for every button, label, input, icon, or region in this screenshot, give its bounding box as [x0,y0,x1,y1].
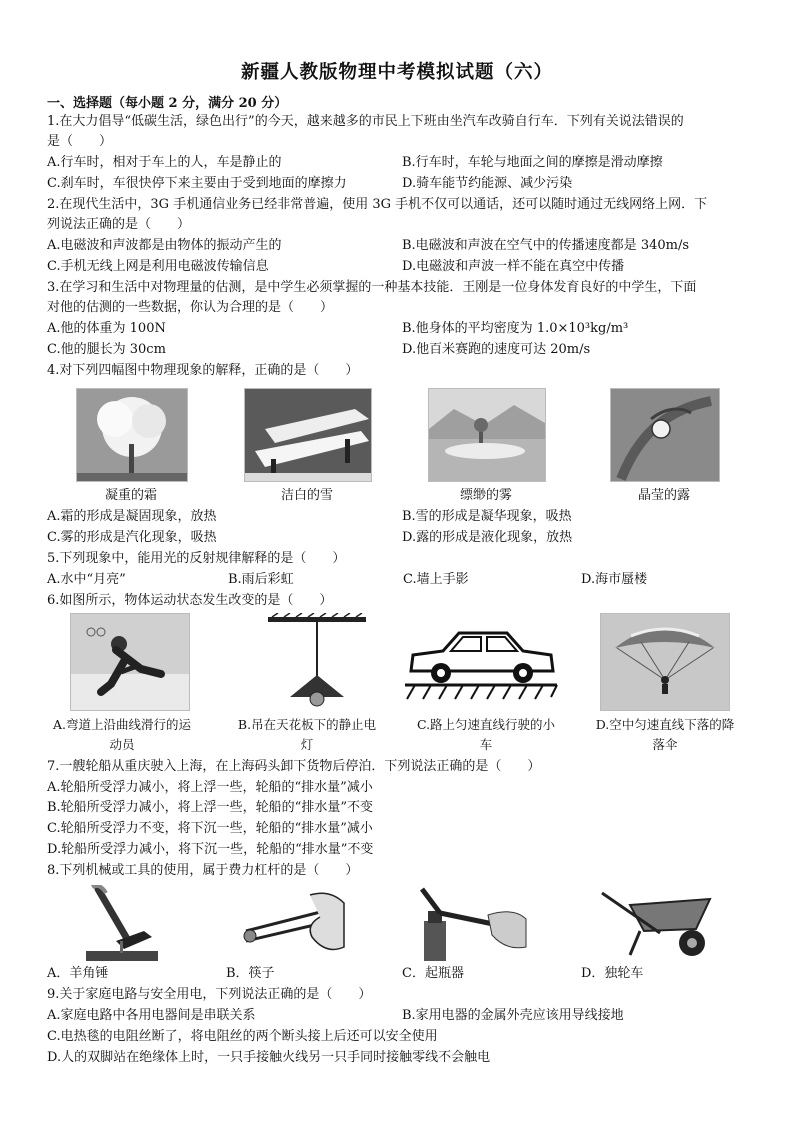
q1-option-a: A.行车时，相对于车上的人，车是静止的 [47,155,282,170]
q6-option-a-line1: A.弯道上沿曲线滑行的运 [52,717,191,732]
q6-option-a-line2: 动员 [109,737,135,752]
q2-stem-line1: 2.在现代生活中，3G 手机通信业务已经非常普遍，使用 3G 手机不仅可以通话，还可以随时通过无线网络上网．下 [47,197,708,212]
q4-option-a: A.霜的形成是凝固现象，放热 [47,509,217,524]
claw-hammer-image [86,885,158,961]
q2-option-a: A.电磁波和声波都是由物体的振动产生的 [47,238,282,253]
dew-leaf-image [610,388,720,482]
q5-option-c: C.墙上手影 [403,572,469,587]
q4-caption-frost: 凝重的霜 [104,488,157,503]
q1-option-d: D.骑车能节约能源、减少污染 [402,176,573,191]
chopsticks-image [240,885,346,961]
q8-option-b: B．筷子 [226,966,275,981]
q9-option-d: D.人的双脚站在绝缘体上时，一只手接触火线另一只手同时接触零线不会触电 [47,1050,491,1065]
q7-option-c: C.轮船所受浮力不变，将下沉一些，轮船的“排水量”减小 [47,821,373,836]
frost-tree-image [76,388,188,482]
q2-option-d: D.电磁波和声波一样不能在真空中传播 [402,259,625,274]
q6-option-b-line2: 灯 [300,737,314,752]
q3-option-b: B.他身体的平均密度为 1.0×10³kg/m³ [402,321,629,336]
q2-option-b: B.电磁波和声波在空气中的传播速度都是 340m/s [402,238,690,253]
q1-stem-line2: 是（ ） [47,134,113,149]
q4-caption-fog: 缥缈的雾 [459,488,512,503]
q4-caption-snow: 洁白的雪 [280,488,333,503]
q6-option-c-line1: C.路上匀速直线行驶的小 [416,717,556,732]
q7-option-b: B.轮船所受浮力减小，将上浮一些，轮船的“排水量”不变 [47,800,373,815]
snow-bench-image [244,388,372,482]
q5-option-a: A.水中“月亮” [47,572,126,587]
q8-stem: 8.下列机械或工具的使用，属于费力杠杆的是（ ） [47,863,359,878]
q3-stem-line2: 对他的估测的一些数据，你认为合理的是（ ） [47,300,334,315]
q4-option-d: D.露的形成是液化现象，放热 [402,530,573,545]
q5-option-d: D.海市蜃楼 [581,572,648,587]
car-image [403,613,559,709]
q3-option-a: A.他的体重为 100N [47,321,166,336]
q4-stem: 4.对下列四幅图中物理现象的解释，正确的是（ ） [47,363,359,378]
q4-caption-dew: 晶莹的露 [637,488,690,503]
q3-option-d: D.他百米赛跑的速度可达 20m/s [402,342,591,357]
q6-option-d-line1: D.空中匀速直线下落的降 [595,717,735,732]
q3-option-c: C.他的腿长为 30cm [47,342,166,357]
q1-option-b: B.行车时，车轮与地面之间的摩擦是滑动摩擦 [402,155,663,170]
q1-option-c: C.刹车时，车很快停下来主要由于受到地面的摩擦力 [47,176,347,191]
hanging-lamp-image [262,613,372,709]
q2-stem-line2: 列说法正确的是（ ） [47,217,191,232]
q7-stem: 7.一艘轮船从重庆驶入上海，在上海码头卸下货物后停泊．下列说法正确的是（ ） [47,759,541,774]
wheelbarrow-image [600,885,724,961]
page-title: 新疆人教版物理中考模拟试题（六） [240,62,553,83]
q6-stem: 6.如图所示，物体运动状态发生改变的是（ ） [47,593,333,608]
q8-option-d: D．独轮车 [581,966,644,981]
q9-stem: 9.关于家庭电路与安全用电，下列说法正确的是（ ） [47,987,372,1002]
q8-option-c: C．起瓶器 [402,966,464,981]
q5-stem: 5.下列现象中，能用光的反射规律解释的是（ ） [47,551,346,566]
section-heading: 一、选择题（每小题 2 分，满分 20 分） [47,96,288,111]
fog-lake-image [428,388,546,482]
skater-image [70,613,190,711]
q4-option-c: C.雾的形成是汽化现象，吸热 [47,530,217,545]
q6-option-c-line2: 车 [479,737,493,752]
q8-option-a: A．羊角锤 [47,966,109,981]
q9-option-b: B.家用电器的金属外壳应该用导线接地 [402,1008,624,1023]
q5-option-b: B.雨后彩虹 [228,572,294,587]
q7-option-a: A.轮船所受浮力减小，将上浮一些，轮船的“排水量”减小 [47,780,373,795]
q4-option-b: B.雪的形成是凝华现象，吸热 [402,509,572,524]
q9-option-c: C.电热毯的电阻丝断了，将电阻丝的两个断头接上后还可以安全使用 [47,1029,438,1044]
q7-option-d: D.轮船所受浮力减小，将下沉一些，轮船的“排水量”不变 [47,842,374,857]
q1-stem-line1: 1.在大力倡导“低碳生活，绿色出行”的今天，越来越多的市民上下班由坐汽车改骑自行车．下列有关说法错误的 [47,114,684,129]
q6-option-d-line2: 落伞 [652,737,678,752]
bottle-opener-image [418,885,528,961]
q9-option-a: A.家庭电路中各用电器间是串联关系 [47,1008,256,1023]
parachute-image [600,613,730,711]
q6-option-b-line1: B.吊在天花板下的静止电 [237,717,377,732]
q3-stem-line1: 3.在学习和生活中对物理量的估测，是中学生必须掌握的一种基本技能．王刚是一位身体发育良好的中学生，下面 [47,280,697,295]
q2-option-c: C.手机无线上网是利用电磁波传输信息 [47,259,269,274]
